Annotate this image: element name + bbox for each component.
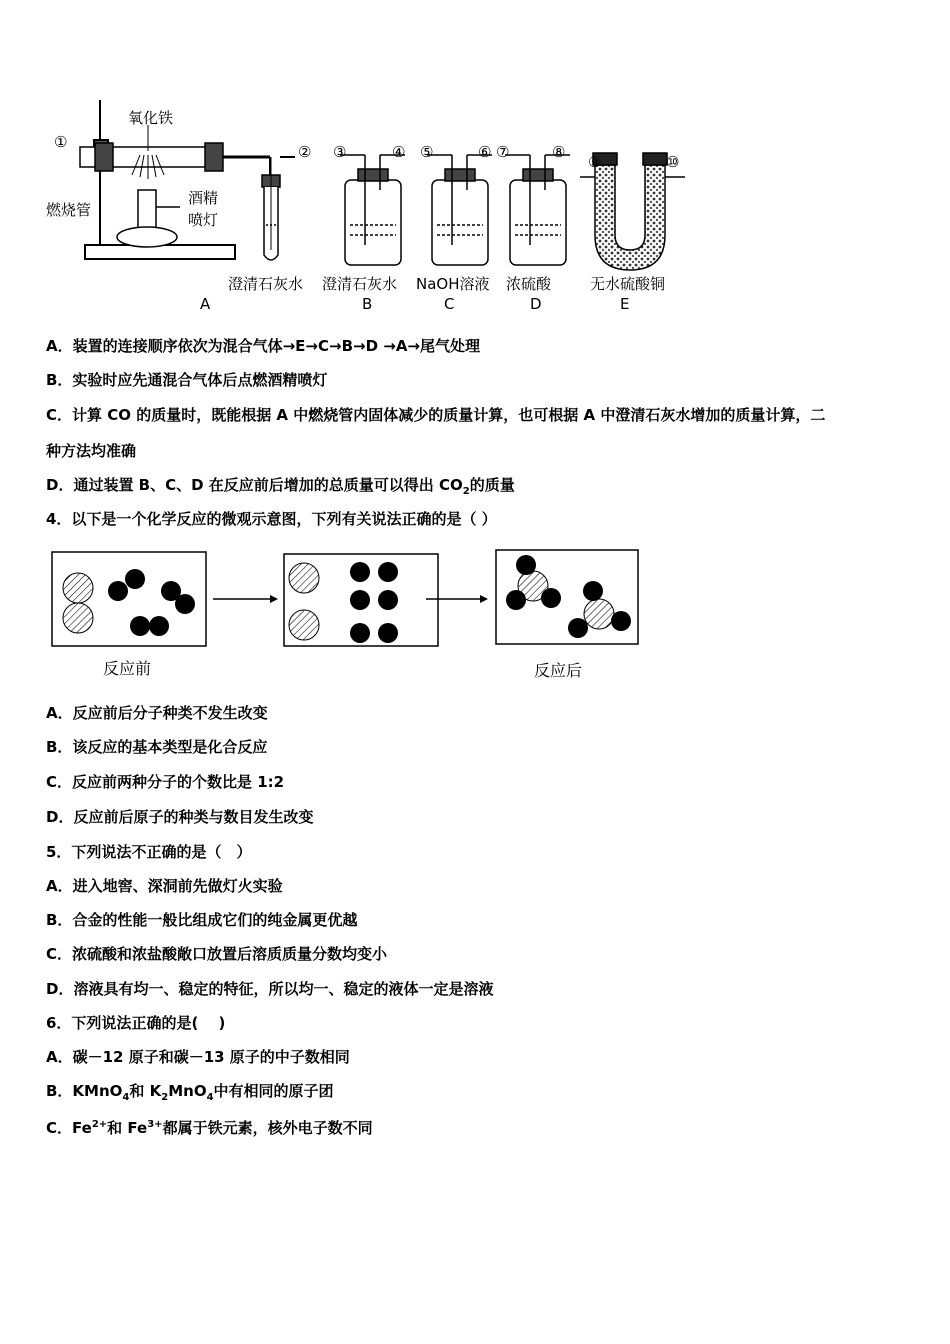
q6-b-s1: 4 (122, 1092, 130, 1103)
q6-b-t4: 中有相同的原子团 (213, 1082, 334, 1100)
bottle-d (505, 155, 570, 265)
label-n6: ⑥ (478, 143, 492, 161)
box-before (52, 552, 206, 646)
q6-b-t3: MnO (168, 1082, 207, 1100)
q6-c-t3: 都属于铁元素，核外电子数不同 (162, 1119, 373, 1137)
label-naoh: NaOH溶液 (416, 275, 490, 293)
q6-option-c (46, 1115, 373, 1138)
label-lamp-1: 酒精 (188, 189, 219, 207)
q4-option-a: A．反应前后分子种类不发生改变 (46, 704, 268, 722)
q3-d-text-end: 的质量 (469, 476, 515, 494)
label-A: A (200, 295, 211, 313)
q4-stem: 4．以下是一个化学反应的微观示意图，下列有关说法正确的是（ ） (46, 510, 497, 528)
label-D: D (530, 295, 542, 313)
q5-stem: 5．下列说法不正确的是（ ） (46, 843, 252, 861)
label-B: B (362, 295, 373, 313)
q6-option-b (46, 1081, 334, 1108)
label-n3: ③ (333, 143, 347, 161)
q3-option-b: B．实验时应先通混合气体后点燃酒精喷灯 (46, 371, 328, 389)
bottle-b (340, 155, 405, 265)
label-lamp-2: 喷灯 (188, 211, 219, 229)
label-limewater-b: 澄清石灰水 (322, 275, 398, 293)
q3-d-subscript: 2 (462, 486, 470, 497)
q5-option-d: D．溶液具有均一、稳定的特征，所以均一、稳定的液体一定是溶液 (46, 980, 494, 998)
alcohol-lamp (117, 190, 180, 247)
reaction-diagram (48, 548, 648, 683)
q6-c-s2: 3+ (147, 1119, 163, 1130)
label-n8: ⑧ (552, 143, 566, 161)
label-E: E (620, 295, 630, 313)
label-n10: ⑩ (666, 153, 680, 171)
limewater-tube-a (262, 157, 295, 260)
q3-option-a: A．装置的连接顺序依次为混合气体→E→C→B→D →A→尾气处理 (46, 337, 480, 355)
q3-option-c-line2: 种方法均准确 (46, 442, 137, 460)
label-before: 反应前 (103, 659, 152, 678)
q4-option-d: D．反应前后原子的种类与数目发生改变 (46, 808, 314, 826)
label-n7: ⑦ (496, 143, 510, 161)
label-after: 反应后 (534, 661, 583, 680)
q6-b-s3: 4 (206, 1092, 214, 1103)
label-limewater-a: 澄清石灰水 (228, 275, 304, 293)
label-n4: ④ (392, 143, 406, 161)
q6-c-t1: C．Fe (46, 1119, 92, 1137)
bottle-c (427, 155, 492, 265)
q5-option-b: B．合金的性能一般比组成它们的纯金属更优越 (46, 911, 358, 929)
label-iron-oxide: 氧化铁 (128, 109, 174, 127)
q6-stem: 6．下列说法正确的是( ) (46, 1014, 226, 1032)
q3-option-d (46, 475, 515, 502)
label-n5: ⑤ (420, 143, 434, 161)
arrow-1 (213, 595, 278, 603)
q4-option-b: B．该反应的基本类型是化合反应 (46, 738, 268, 756)
label-combustion-tube: 燃烧管 (46, 201, 92, 219)
q6-b-t2: 和 K (129, 1082, 162, 1100)
q6-c-t2: 和 Fe (107, 1119, 148, 1137)
label-n9: ⑨ (588, 153, 602, 171)
q4-option-c: C．反应前两种分子的个数比是 1:2 (46, 773, 285, 791)
label-n2: ② (298, 143, 312, 161)
label-C: C (444, 295, 455, 313)
label-h2so4: 浓硫酸 (506, 275, 552, 293)
q5-option-a: A．进入地窖、深洞前先做灯火实验 (46, 877, 283, 895)
q6-b-t1: B．KMnO (46, 1082, 123, 1100)
label-cuso4: 无水硫酸铜 (590, 275, 666, 293)
box-after (496, 550, 638, 644)
combustion-tube (80, 143, 270, 180)
q6-c-s1: 2+ (91, 1119, 108, 1130)
q3-option-c-line1: C．计算 CO 的质量时，既能根据 A 中燃烧管内固体减少的质量计算，也可根据 A 中澄清石灰水增加的质量计算，二 (46, 406, 826, 424)
q6-b-s2: 2 (161, 1092, 169, 1103)
q5-option-c: C．浓硫酸和浓盐酸敞口放置后溶质质量分数均变小 (46, 945, 388, 963)
q3-d-text: D．通过装置 B、C、D 在反应前后增加的总质量可以得出 CO (46, 476, 463, 494)
box-middle (284, 554, 438, 646)
q6-option-a: A．碳－12 原子和碳－13 原子的中子数相同 (46, 1048, 350, 1066)
apparatus-figure (40, 95, 760, 315)
label-n1: ① (54, 133, 68, 151)
